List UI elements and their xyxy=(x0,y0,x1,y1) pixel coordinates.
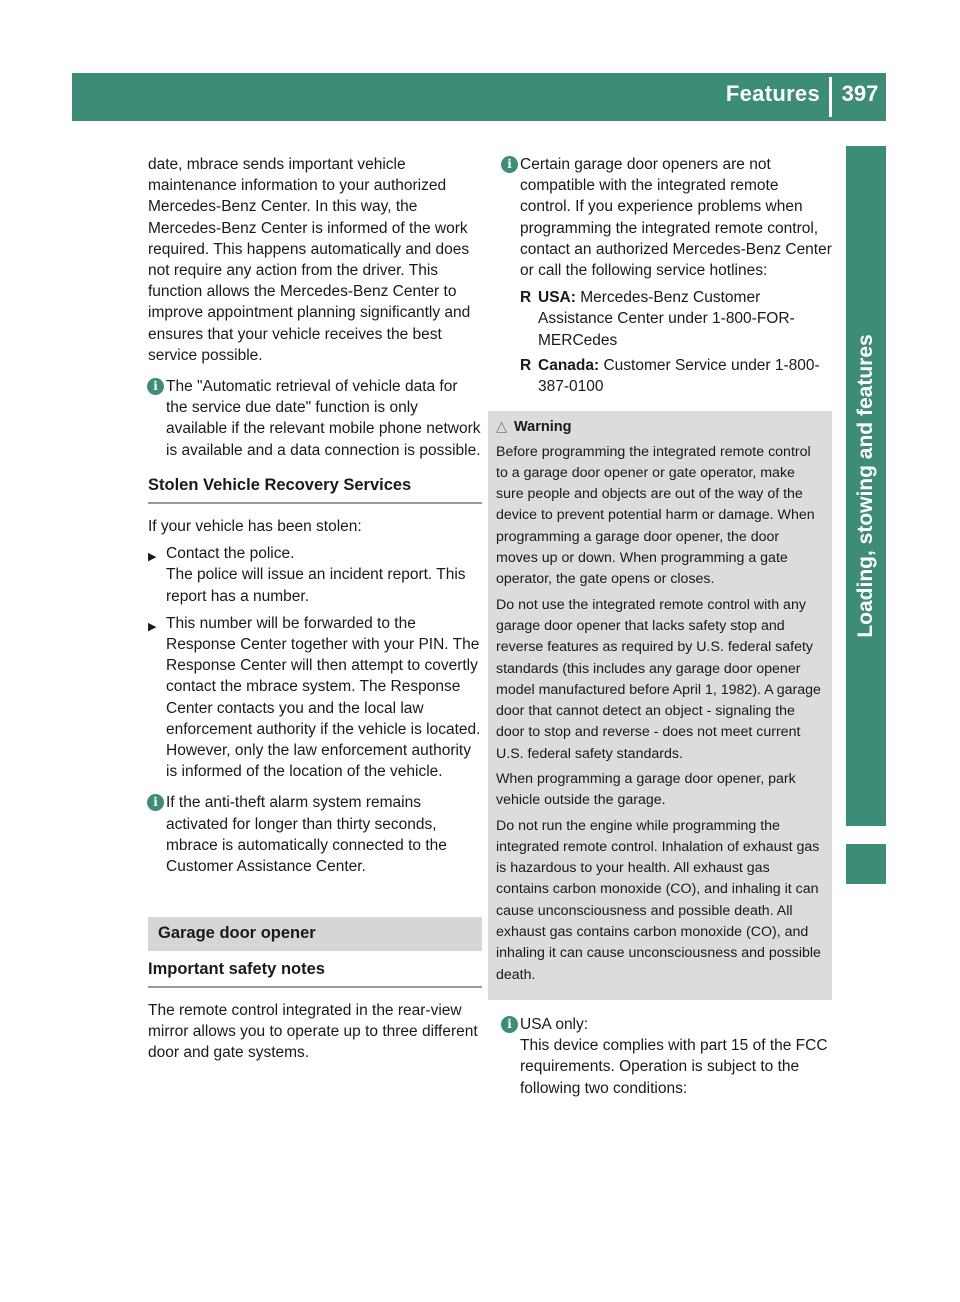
step-text: Contact the police. xyxy=(166,545,295,563)
warning-paragraph: Do not run the engine while programming the integrated remote control. Inhalation of exhaust gas is hazardous to your health. All exhaust gas contains carbon monoxide (CO), and inhaling it can cause unconsciousness and possible death. All exhaust gas contains carbon monoxide (CO), and inhaling it can cause unconsciousness and possible death. xyxy=(496,817,821,983)
stolen-intro: If your vehicle has been stolen: xyxy=(148,518,362,536)
left-column xyxy=(148,154,482,1063)
header-bar xyxy=(72,73,886,121)
garage-door-opener-heading: Garage door opener xyxy=(148,917,482,950)
info-note-usa-only xyxy=(502,1014,832,1099)
info-icon: i xyxy=(501,156,518,173)
right-column xyxy=(496,154,832,1109)
warning-paragraph: Before programming the integrated remote control to a garage door opener or gate operator, make sure people and objects are out of the way of the device to prevent potential harm or damage. When programming a garage door opener, the door moves up or down. When programming a gate operator, the gate opens or closes. xyxy=(496,443,815,588)
info-note-text: Certain garage door openers are not compatible with the integrated remote control. If you experience problems when programming the integrated remote control, contact an authorized Mercedes-Benz Center or call the following service hotlines: xyxy=(520,156,832,280)
info-note-alarm xyxy=(148,792,482,877)
warning-box xyxy=(488,411,832,1000)
section-title-header: Features xyxy=(725,81,820,106)
warning-title: Warning xyxy=(514,419,572,436)
usa-only-label: USA only: xyxy=(520,1015,589,1033)
step-arrow-icon: ▶ xyxy=(148,551,157,564)
page-number: 397 xyxy=(841,81,879,106)
warning-heading xyxy=(496,417,824,438)
hotline-usa-label: USA: xyxy=(538,289,576,307)
hotline-canada xyxy=(520,355,832,397)
header-divider xyxy=(829,77,832,117)
chapter-side-tab xyxy=(846,146,886,826)
info-icon: i xyxy=(501,1016,518,1033)
bullet-icon: R xyxy=(520,289,532,307)
info-icon: i xyxy=(147,794,164,811)
safety-notes-heading: Important safety notes xyxy=(148,959,482,988)
chapter-side-tab-label: Loading, stowing and features xyxy=(854,334,877,638)
info-note-data-retrieval xyxy=(148,376,482,461)
info-note-compatibility xyxy=(502,154,832,397)
hotline-canada-label: Canada: xyxy=(538,356,600,374)
info-note-text: The "Automatic retrieval of vehicle data for the service due date" function is only available if the relevant mobile phone network is available and a data connection is possible. xyxy=(166,378,481,459)
chapter-marker-block xyxy=(846,844,886,884)
step-contact-police xyxy=(148,543,482,607)
stolen-vehicle-heading: Stolen Vehicle Recovery Services xyxy=(148,475,482,504)
warning-paragraph: Do not use the integrated remote control with any garage door opener that lacks safety stop and reverse features as required by U.S. federal safety standards (this includes any garage door opener model manufactured before April 1, 1982). A garage door that cannot detect an object - signaling the door to stop and reverse - does not meet current U.S. federal safety standards. xyxy=(496,596,821,762)
step-arrow-icon: ▶ xyxy=(148,620,157,633)
intro-paragraph: date, mbrace sends important vehicle maintenance information to your authorized Mercedes-Benz Center. In this way, the Mercedes-Benz Center is informed of the work required. This happens automatically and does not require any action from the driver. This function allows the Mercedes-Benz Center to improve appointment planning significantly and ensures that your vehicle receives the best service possible. xyxy=(148,156,471,364)
fcc-text: This device complies with part 15 of the FCC requirements. Operation is subject to the following two conditions: xyxy=(520,1037,828,1097)
step-text: This number will be forwarded to the Response Center together with your PIN. The Response Center will then attempt to covertly contact the mbrace system. The Response Center contacts you and the local law enforcement authority if the vehicle is located. However, only the law enforcement authority is informed of the location of the vehicle. xyxy=(166,614,481,781)
safety-paragraph: The remote control integrated in the rear-view mirror allows you to operate up to three different door and gate systems. xyxy=(148,1001,478,1062)
info-icon: i xyxy=(147,378,164,395)
warning-triangle-icon: △ xyxy=(496,419,508,436)
step-forward-number xyxy=(148,613,482,783)
bullet-icon: R xyxy=(520,356,532,374)
hotline-usa-text: Mercedes-Benz Customer Assistance Center under 1-800-FOR-MERCedes xyxy=(538,289,795,349)
hotline-usa xyxy=(520,287,832,351)
step-result-text: The police will issue an incident report. This report has a number. xyxy=(166,566,466,605)
info-note-text: If the anti-theft alarm system remains activated for longer than thirty seconds, mbrace is automatically connected to the Customer Assistance Center. xyxy=(166,794,447,876)
warning-paragraph: When programming a garage door opener, park vehicle outside the garage. xyxy=(496,770,796,809)
hotline-canada-text: Customer Service under 1-800-387-0100 xyxy=(538,356,820,396)
